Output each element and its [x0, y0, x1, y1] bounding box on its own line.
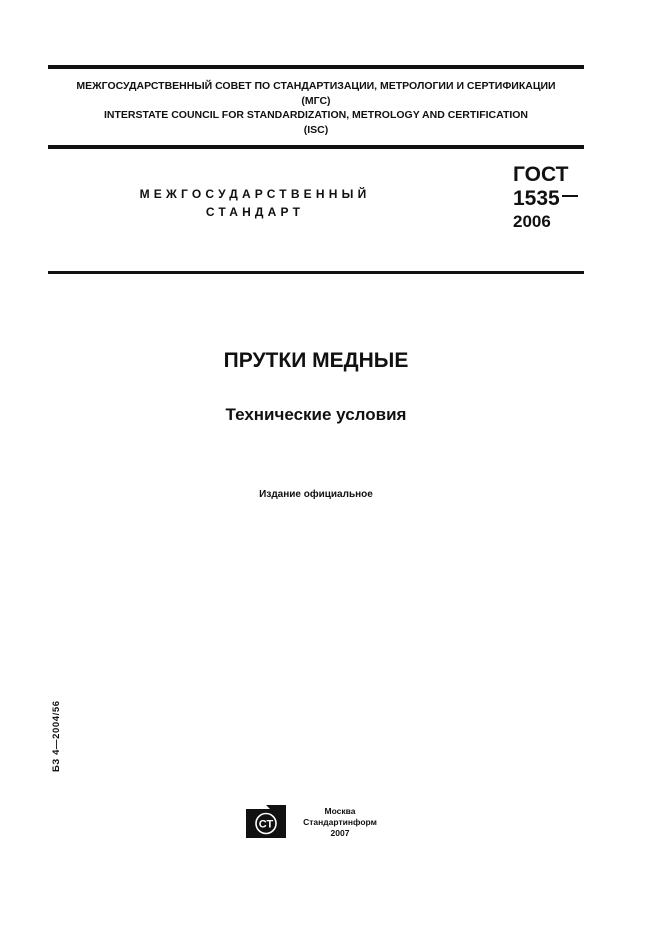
council-name-en-line1: INTERSTATE COUNCIL FOR STANDARDIZATION, METROLOGY AND CERTIFICATION — [103, 109, 529, 121]
publisher-city: Москва — [324, 806, 356, 816]
publisher-name: Стандартинформ — [303, 817, 377, 827]
gost-number: 1535 — [513, 187, 560, 210]
document-title: ПРУТКИ МЕДНЫЕ — [223, 349, 409, 372]
standard-type-line2: СТАНДАРТ — [205, 205, 305, 219]
bottom-rule — [48, 271, 584, 274]
gost-designation — [513, 163, 578, 233]
council-abbr-en: (ISC) — [303, 123, 329, 136]
standard-type — [120, 185, 390, 221]
svg-text:СТ: СТ — [258, 818, 274, 831]
council-name-en — [48, 108, 584, 137]
publisher-info — [292, 806, 388, 839]
document-subtitle: Технические условия — [225, 405, 407, 424]
gost-label: ГОСТ — [513, 163, 569, 186]
top-rule — [48, 65, 584, 69]
publisher-logo-icon — [246, 805, 286, 838]
standard-type-line1: МЕЖГОСУДАРСТВЕННЫЙ — [139, 187, 371, 201]
side-code: БЗ 4—2004/56 — [51, 700, 62, 772]
publisher-year: 2007 — [330, 828, 350, 838]
council-name-ru — [48, 79, 584, 108]
council-name-ru-line1: МЕЖГОСУДАРСТВЕННЫЙ СОВЕТ ПО СТАНДАРТИЗАЦИИ, МЕТРОЛОГИИ И СЕРТИФИКАЦИИ — [76, 80, 556, 92]
edition-note: Издание официальное — [259, 489, 373, 500]
gost-year: 2006 — [513, 212, 551, 231]
gost-number-row — [513, 187, 578, 211]
middle-rule — [48, 145, 584, 149]
council-abbr-ru: (МГС) — [301, 94, 331, 107]
gost-dash — [562, 195, 578, 197]
